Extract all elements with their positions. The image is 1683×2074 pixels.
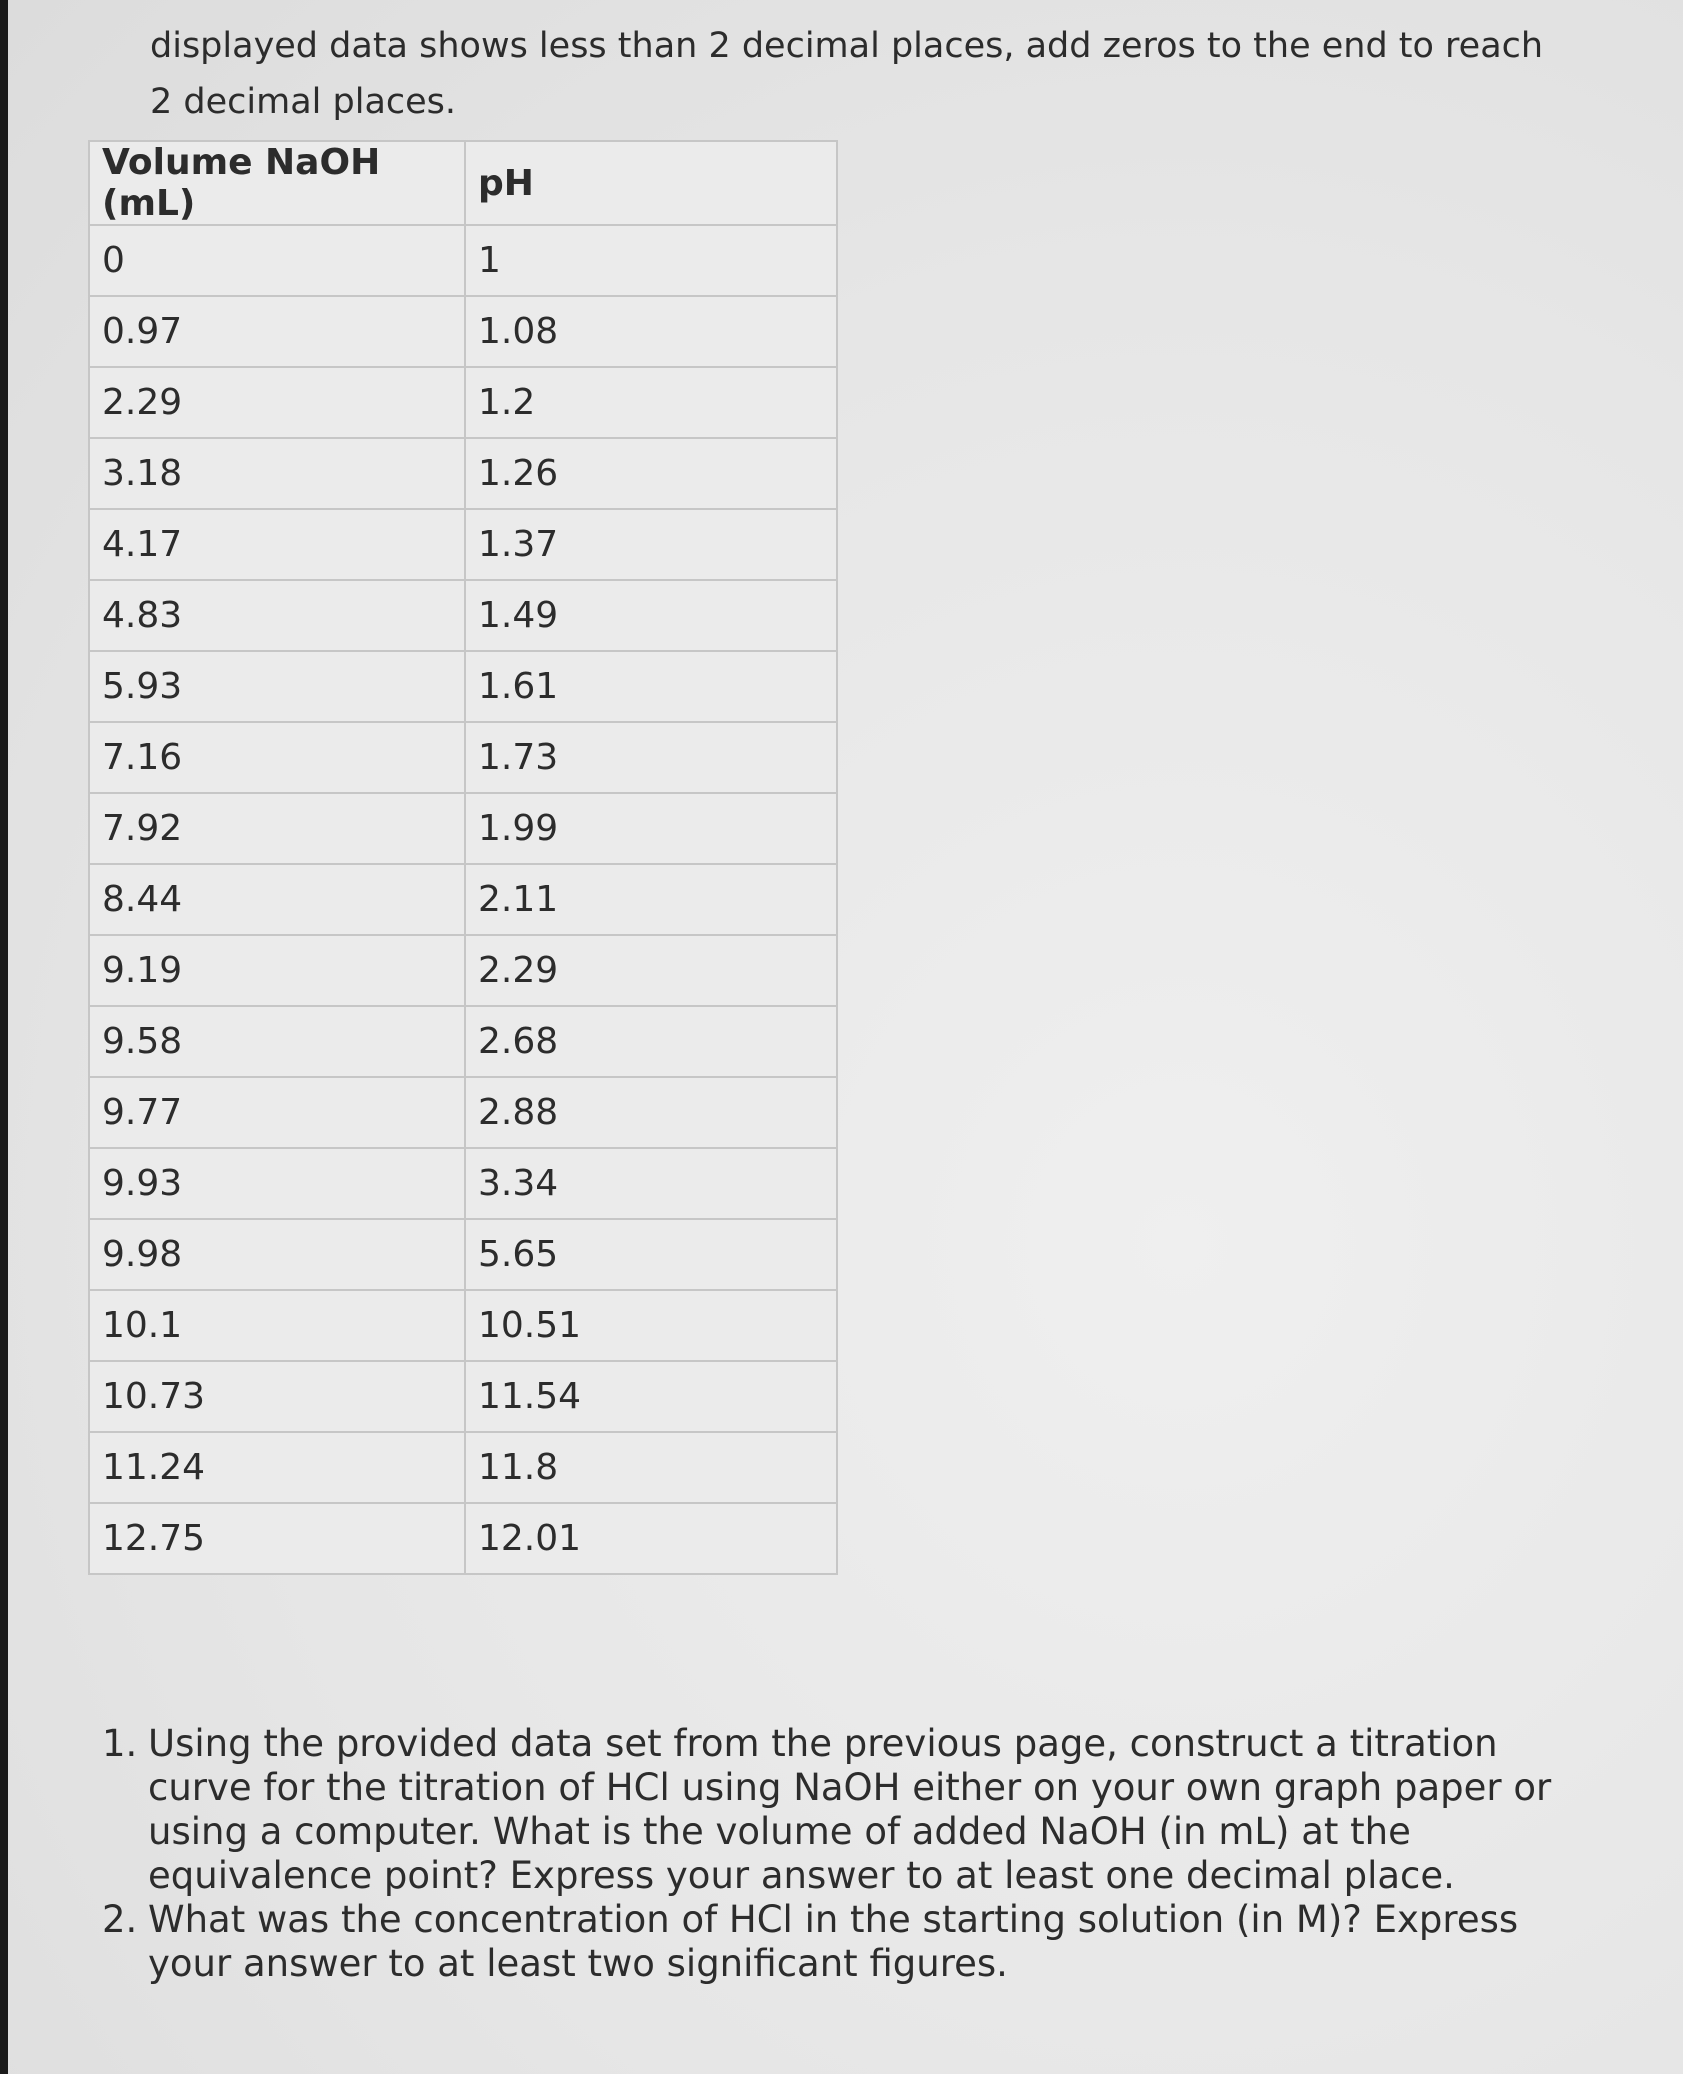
- question-text: Using the provided data set from the previous page, construct a titration curve for the titration of HCl using NaOH either on your own graph paper or using a computer. What is the volume of added NaOH (in mL) at the equivalence point? Express your answer to at least one decimal place.: [148, 1722, 1552, 1897]
- table-row: [89, 1290, 837, 1361]
- ph-cell: 1.2: [465, 367, 837, 438]
- volume-cell: 0: [89, 225, 465, 296]
- ph-cell: 1.26: [465, 438, 837, 509]
- ph-cell: 1: [465, 225, 837, 296]
- volume-cell: 12.75: [89, 1503, 465, 1574]
- intro-text: displayed data shows less than 2 decimal places, add zeros to the end to reach 2 decimal places.: [150, 26, 1544, 122]
- table-row: [89, 793, 837, 864]
- question-list: [88, 1722, 1598, 1986]
- question-number: 1.: [102, 1722, 138, 1765]
- ph-cell: 12.01: [465, 1503, 837, 1574]
- column-header-ph: pH: [465, 141, 837, 225]
- table-row: [89, 651, 837, 722]
- table-row: [89, 1432, 837, 1503]
- question-number: 2.: [102, 1898, 138, 1941]
- table-row: [89, 864, 837, 935]
- table-row: [89, 580, 837, 651]
- ph-cell: 1.73: [465, 722, 837, 793]
- volume-cell: 9.77: [89, 1077, 465, 1148]
- table-row: [89, 722, 837, 793]
- question-item: [88, 1898, 1598, 1986]
- volume-cell: 0.97: [89, 296, 465, 367]
- ph-cell: 1.99: [465, 793, 837, 864]
- ph-cell: 2.29: [465, 935, 837, 1006]
- table-row: [89, 1219, 837, 1290]
- volume-cell: 7.16: [89, 722, 465, 793]
- ph-cell: 10.51: [465, 1290, 837, 1361]
- ph-cell: 1.49: [465, 580, 837, 651]
- table-row: [89, 367, 837, 438]
- volume-cell: 9.98: [89, 1219, 465, 1290]
- table-row: [89, 1361, 837, 1432]
- volume-cell: 10.73: [89, 1361, 465, 1432]
- volume-cell: 4.17: [89, 509, 465, 580]
- ph-cell: 2.68: [465, 1006, 837, 1077]
- volume-cell: 9.93: [89, 1148, 465, 1219]
- table-header-row: [89, 141, 837, 225]
- document-page: [8, 0, 1683, 2074]
- volume-cell: 9.58: [89, 1006, 465, 1077]
- table-row: [89, 1148, 837, 1219]
- intro-note: [150, 18, 1570, 130]
- volume-cell: 4.83: [89, 580, 465, 651]
- table-row: [89, 935, 837, 1006]
- table-row: [89, 1006, 837, 1077]
- ph-cell: 5.65: [465, 1219, 837, 1290]
- table-row: [89, 225, 837, 296]
- volume-cell: 3.18: [89, 438, 465, 509]
- volume-cell: 5.93: [89, 651, 465, 722]
- ph-cell: 1.08: [465, 296, 837, 367]
- ph-cell: 3.34: [465, 1148, 837, 1219]
- table-row: [89, 1503, 837, 1574]
- titration-data-table: [88, 140, 838, 1575]
- table-body: [89, 225, 837, 1574]
- question-text: What was the concentration of HCl in the starting solution (in M)? Express your answer to at least two significant figures.: [148, 1898, 1519, 1985]
- ph-cell: 2.11: [465, 864, 837, 935]
- volume-cell: 2.29: [89, 367, 465, 438]
- volume-cell: 7.92: [89, 793, 465, 864]
- volume-cell: 8.44: [89, 864, 465, 935]
- volume-cell: 11.24: [89, 1432, 465, 1503]
- ph-cell: 11.54: [465, 1361, 837, 1432]
- table-row: [89, 1077, 837, 1148]
- table-row: [89, 509, 837, 580]
- question-item: [88, 1722, 1598, 1898]
- volume-cell: 9.19: [89, 935, 465, 1006]
- column-header-volume: Volume NaOH (mL): [89, 141, 465, 225]
- ph-cell: 11.8: [465, 1432, 837, 1503]
- ph-cell: 1.61: [465, 651, 837, 722]
- table-row: [89, 296, 837, 367]
- table-row: [89, 438, 837, 509]
- ph-cell: 2.88: [465, 1077, 837, 1148]
- volume-cell: 10.1: [89, 1290, 465, 1361]
- ph-cell: 1.37: [465, 509, 837, 580]
